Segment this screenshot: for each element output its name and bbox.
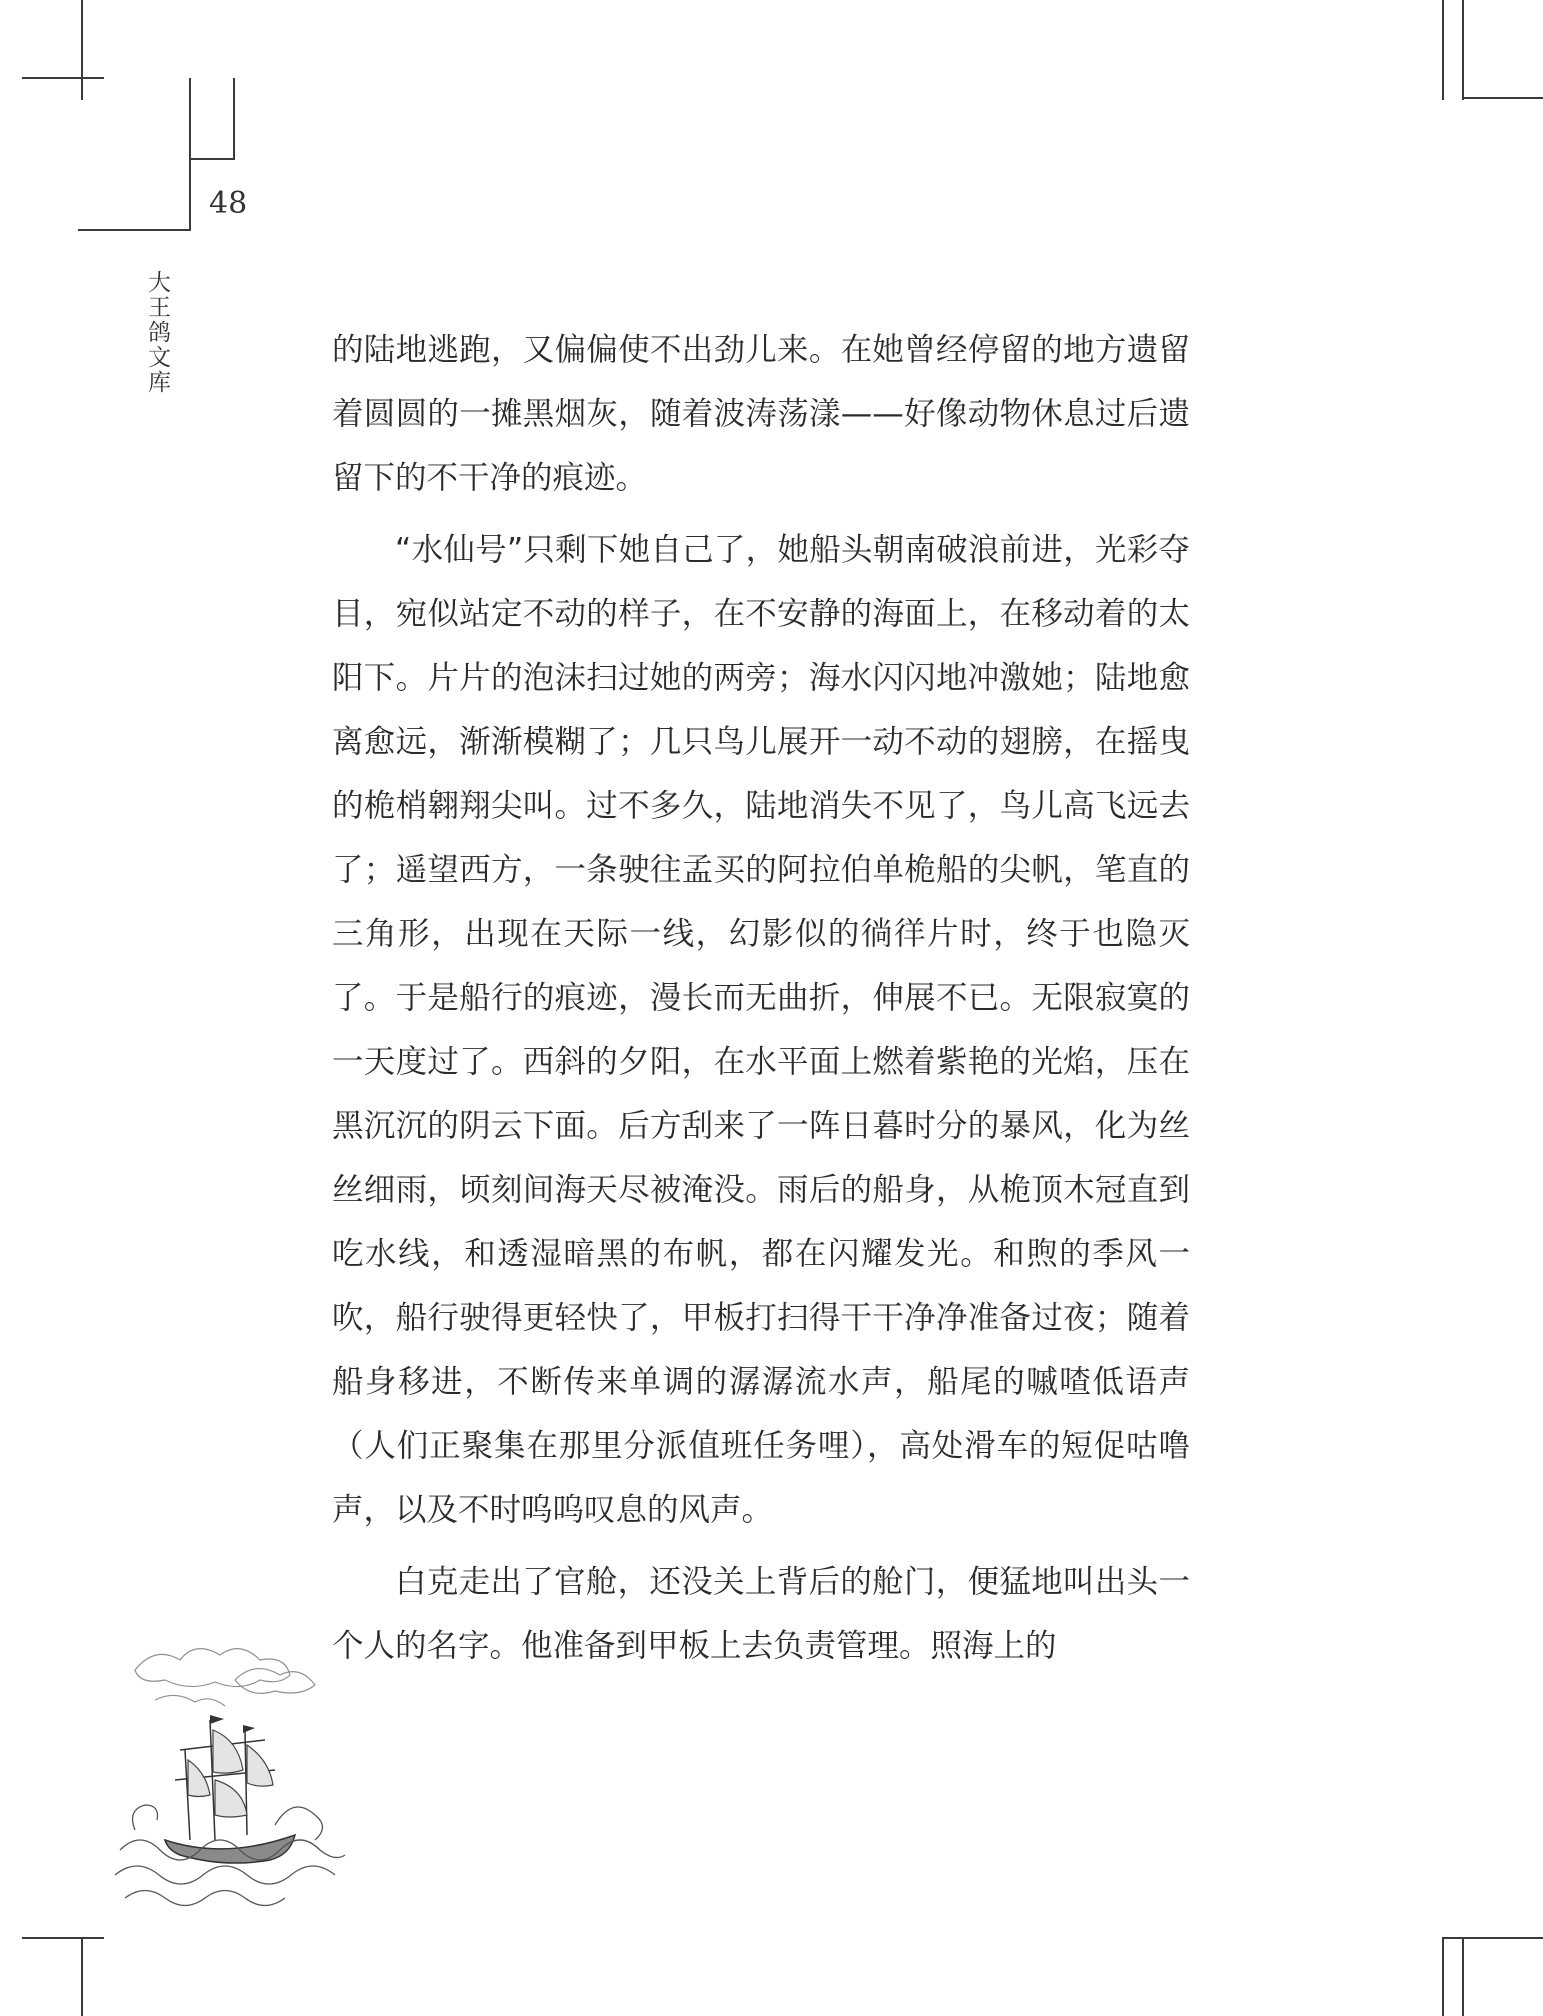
crop-mark [1442,1937,1444,2016]
paragraph: 白克走出了官舱，还没关上背后的舱门，便猛地叫出头一个人的名字。他准备到甲板上去负责管理。照海上的 [332,1564,1190,1664]
crop-mark [81,1937,83,2016]
crop-mark [189,158,235,160]
crop-mark [1462,97,1543,99]
crop-mark [1462,0,1464,100]
crop-mark [233,78,235,160]
body-text [332,318,1190,1686]
crop-mark [189,78,191,230]
crop-mark [1442,1937,1543,1939]
crop-mark [1462,1937,1464,2016]
paragraph: 的陆地逃跑，又偏偏使不出劲儿来。在她曾经停留的地方遗留着圆圆的一摊黑烟灰，随着波涛荡漾——好像动物休息过后遗留下的不干净的痕迹。 [332,332,1190,496]
ship-illustration [115,1630,350,1930]
crop-mark [22,77,104,79]
page-number: 48 [209,186,248,221]
crop-mark [22,1937,104,1939]
series-title: 大王鸽文库 [144,270,170,395]
paragraph: “水仙号”只剩下她自己了，她船头朝南破浪前进，光彩夺目，宛似站定不动的样子，在不安静的海面上，在移动着的太阳下。片片的泡沫扫过她的两旁；海水闪闪地冲激她；陆地愈离愈远，渐渐模糊了；几只鸟儿展开一动不动的翅膀，在摇曳的桅梢翱翔尖叫。过不多久，陆地消失不见了，鸟儿高飞远去了；遥望西方，一条驶往孟买的阿拉伯单桅船的尖帆，笔直的三角形，出现在天际一线，幻影似的徜徉片时，终于也隐灭了。于是船行的痕迹，漫长而无曲折，伸展不已。无限寂寞的一天度过了。西斜的夕阳，在水平面上燃着紫艳的光焰，压在黑沉沉的阴云下面。后方刮来了一阵日暮时分的暴风，化为丝丝细雨，顷刻间海天尽被淹没。雨后的船身，从桅顶木冠直到吃水线，和透湿暗黑的布帆，都在闪耀发光。和煦的季风一吹，船行驶得更轻快了，甲板打扫得干干净净准备过夜；随着船身移进，不断传来单调的潺潺流水声，船尾的嘁喳低语声（人们正聚集在那里分派值班任务哩），高处滑车的短促咕噜声，以及不时呜呜叹息的风声。 [332,532,1190,1528]
crop-mark [78,229,191,231]
crop-mark [81,0,83,100]
crop-mark [1442,0,1444,100]
